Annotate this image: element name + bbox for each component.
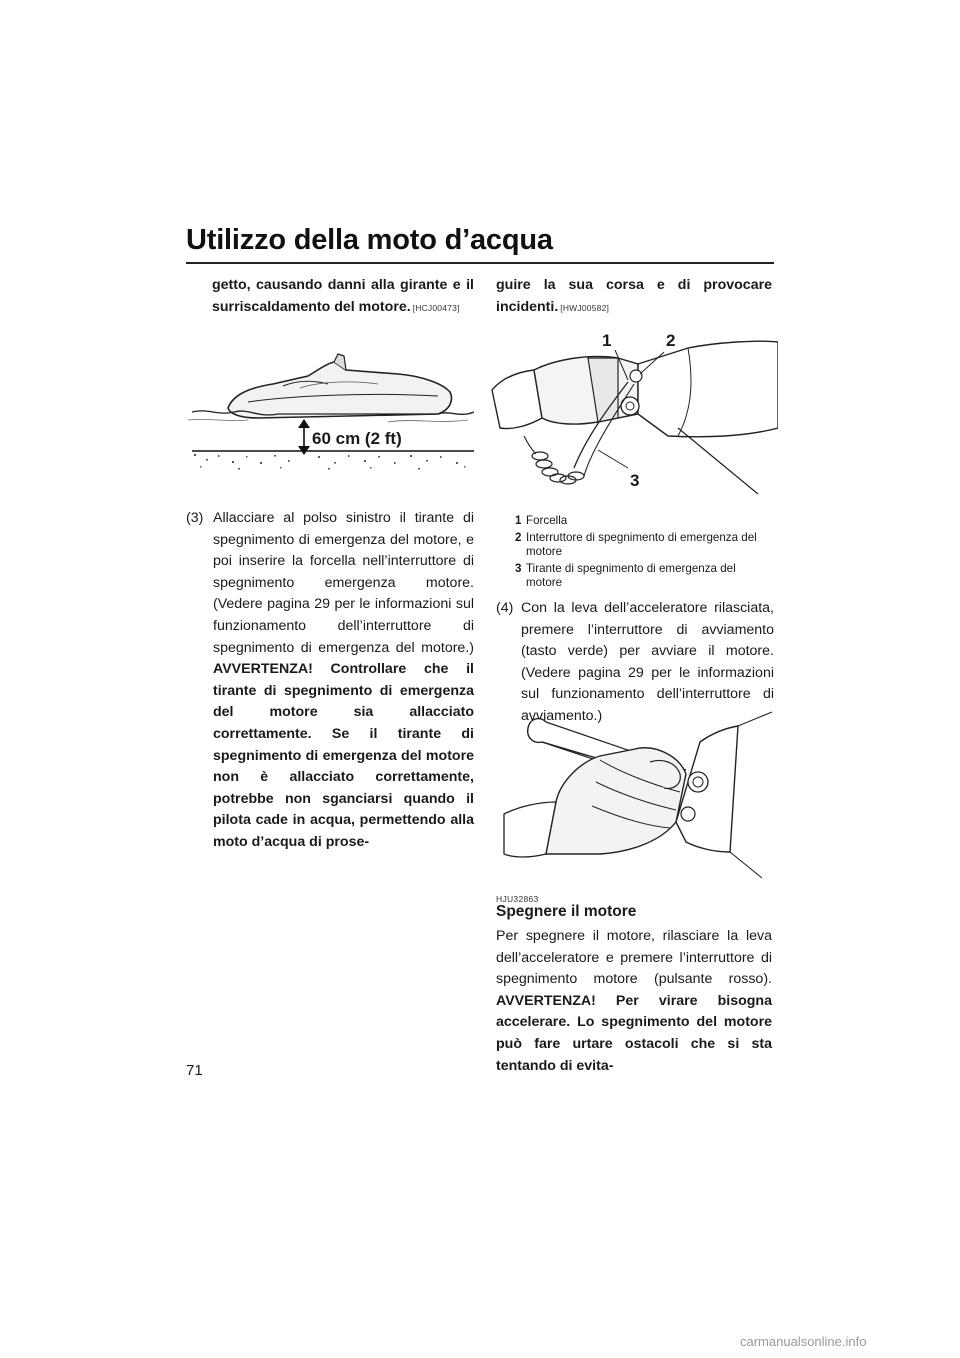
section-code: HJU32863 — [496, 894, 539, 904]
right-cont-line2 — [496, 297, 772, 320]
watermark: carmanualsonline.info — [740, 1334, 867, 1349]
legend-item — [515, 562, 765, 590]
legend-number: 3 — [515, 562, 522, 575]
legend-item — [515, 514, 765, 528]
step-3-warning: AVVERTENZA! Controllare che il tirante di spegnimento di emergenza del motore sia allacciato correttamente. Se il tirante di spegnimento di emergenza del motore non è allacciato correttamente, potrebbe non sganciarsi quando il pilota cade in acqua, permettendo alla moto d’acqua di prose- — [213, 661, 474, 850]
left-cont-line1: getto, causando danni alla girante e il — [212, 277, 474, 293]
left-cont-line2 — [212, 297, 474, 320]
figure2-label-3: 3 — [630, 471, 640, 490]
page-number: 71 — [186, 1062, 203, 1079]
figure1-depth-label: 60 cm (2 ft) — [312, 429, 402, 448]
step-3-body — [213, 508, 474, 854]
step-4-number: (4) — [496, 600, 514, 616]
legend-text: Interruttore di spegnimento di emergenza del motore — [526, 531, 757, 558]
section-body-text: Per spegnere il motore, rilasciare la leva dell’acceleratore e premere l’interruttore di spegnimento motore (pulsante rosso). — [496, 928, 772, 988]
legend-item — [515, 531, 765, 559]
step-3-number: (3) — [186, 510, 204, 526]
figure-start-button — [500, 702, 780, 882]
legend-text: Tirante di spegnimento di emergenza del motore — [526, 562, 736, 589]
right-cont-line2-text: incidenti. — [496, 298, 559, 315]
title-rule — [186, 262, 774, 264]
figure-jetski-depth — [188, 340, 478, 475]
left-cont-line2-text: surriscaldamento del motore. — [212, 298, 411, 315]
section-body — [496, 926, 772, 1077]
right-cont-code: [HWJ00582] — [560, 302, 610, 313]
right-continuation — [496, 275, 772, 319]
left-cont-code: [HCJ00473] — [412, 302, 460, 313]
figure2-label-2: 2 — [666, 331, 676, 350]
legend-number: 1 — [515, 514, 522, 527]
right-cont-line1: guire la sua corsa e di provocare — [496, 277, 772, 293]
figure2-legend — [515, 514, 765, 593]
step-4-text: Con la leva dell’acceleratore rilasciata, premere l’interruttore di avviamento (tasto verde) per avviare il motore. (Vedere pagina 29 per le informazioni sul funzionamento dell’interruttore di avviamento.) — [521, 600, 774, 724]
figure2-label-1: 1 — [602, 331, 612, 350]
section-heading: Spegnere il motore — [496, 903, 637, 920]
left-continuation — [212, 275, 474, 319]
legend-text: Forcella — [526, 514, 568, 527]
page-title: Utilizzo della moto d’acqua — [186, 224, 553, 256]
step-3-text: Allacciare al polso sinistro il tirante di spegnimento di emergenza del motore, e poi inserire la forcella nell’interruttore di spegnimento emergenza motore. (Vedere pagina 29 per le informazioni sul funzionamento dell’interruttore di spegnimento di emergenza del motore.) — [213, 510, 474, 656]
section-warning: AVVERTENZA! Per virare bisogna accelerare. Lo spegnimento del motore può fare urtare ostacoli che si sta tentando di evita- — [496, 992, 772, 1074]
figure-lanyard — [488, 318, 778, 506]
legend-number: 2 — [515, 531, 522, 544]
